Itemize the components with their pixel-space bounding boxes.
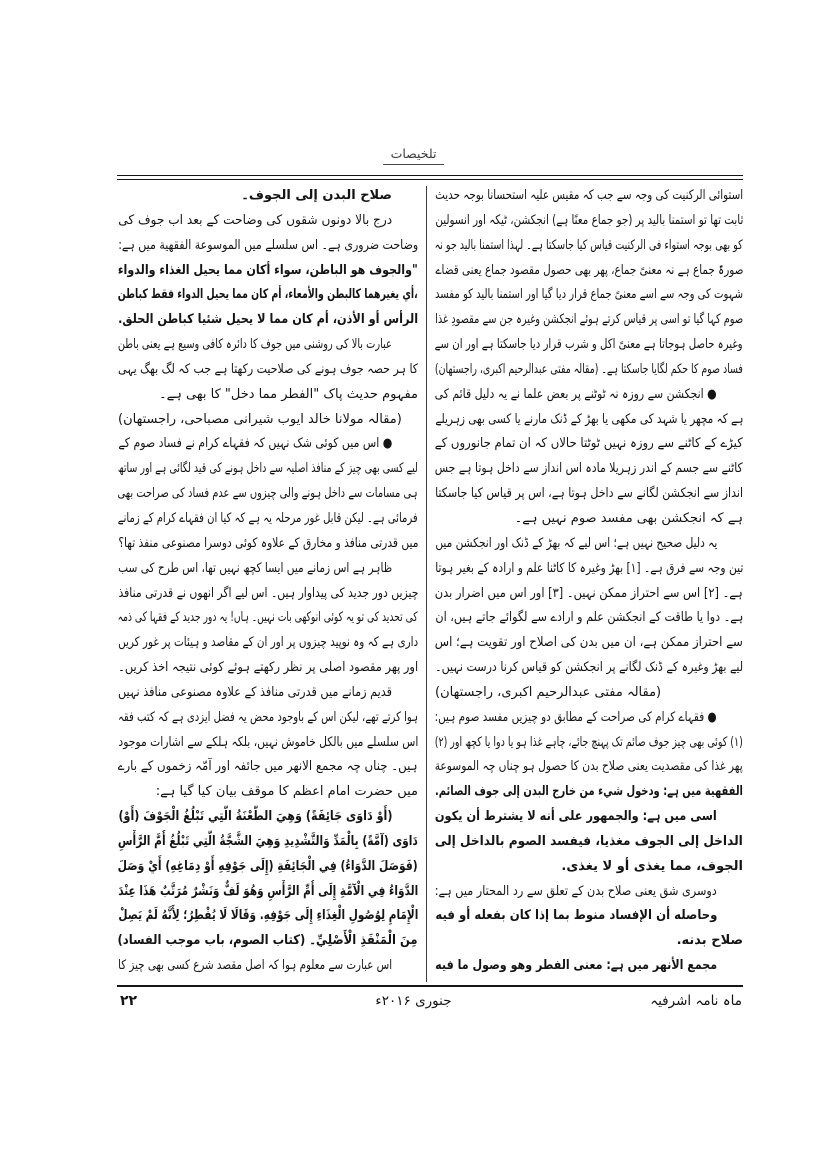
text-line-content: وضاحت ضروری ہے۔ اس سلسلے میں الموسوعة الفقهية میں ہے:: [118, 237, 418, 253]
text-line: [118, 557, 418, 582]
page-number: ۲۲: [120, 993, 138, 1009]
text-line: [435, 929, 743, 954]
text-line: [118, 656, 418, 681]
text-line-content: ● فقہاے کرام کی صراحت کے مطابق دو چیزیں مفسد صوم ہیں:: [435, 709, 717, 725]
text-line-content: کو بھی بوجہ استواء فی الرکنیت قیاس کیا جاسکتا ہے۔ لہذا استمنا بالید جو نہ: [435, 237, 743, 253]
text-line-content: مفہوم حدیث پاک "الفطر مما دخل" کا بھی ہے۔: [159, 386, 418, 402]
text-line-content: الفقهية میں ہے: ودخول شيء من خارج البدن إلى جوف الصائم.: [435, 784, 743, 800]
text-line-content: صلاح بدنه.: [676, 933, 743, 949]
text-line: [435, 209, 743, 234]
text-line: [118, 681, 418, 706]
text-line-content: ہیں۔ چناں چہ مجمع الانهر میں جائفہ اور آمّہ زخموں کے بارے: [118, 759, 418, 775]
text-line-content: سے احتراز ممکن ہے، ان میں بدن کی اصلاح اور تقویت ہے؛ اس: [435, 635, 743, 651]
text-line-content: قدیم زمانے میں قدرتی منافذ کے علاوہ مصنوعی منافذ نہیں: [118, 684, 392, 700]
text-line-content: شہوت کی وجہ سے اسے معنیً جماع قرار دیا گیا اور استمنا بالید کو مفسد: [435, 287, 743, 303]
text-line-content: مِنَ الْمَنْفَذِ الْأَصْلِيِّ۔ (كتاب الصوم، باب موجب الفساد): [118, 933, 418, 949]
text-line-content: انداز سے انجکشن لگانے سے داخل ہوتا ہے، اس پر قیاس کیا جاسکتا: [435, 486, 743, 502]
text-line-content: کیڑے کے کاٹنے سے روزہ نہیں ٹوٹتا حالاں کہ ان تمام جانوروں کے: [435, 436, 743, 452]
article-body: [117, 184, 743, 982]
text-line: [118, 308, 418, 333]
text-line: [118, 482, 418, 507]
text-line: [435, 880, 743, 905]
text-line: [118, 755, 418, 780]
text-line-content: دوسری شق یعنی صلاح بدن کے تعلق سے رد المحتار میں ہے:: [435, 883, 717, 899]
text-line-content: (مقالہ مولانا خالد ایوب شیرانی مصباحی، راجستھان): [118, 411, 402, 427]
text-line: [435, 582, 743, 607]
text-line-content: ہے کہ انجکشن بھی مفسد صوم نہیں ہے۔: [514, 510, 743, 526]
column-right: [435, 184, 743, 982]
text-line: [118, 358, 418, 383]
text-line-content: ہی مسامات سے داخل ہونے والی چیزوں سے عدم فساد کی صراحت بھی: [118, 486, 418, 502]
text-line: [435, 706, 743, 731]
text-line-content: میں حضرت امام اعظم کا موقف بیان کیا گیا ہے:: [155, 784, 418, 800]
text-line: [118, 929, 418, 954]
text-line-content: الْإِمَامِ لِوُصُولِ الْغِذَاءِ إِلَى جَوْفِهِ. وَقَالَا لَا يُفْطِرُ؛ لِأَنَّهُ لَمْ يَصِلْ: [118, 908, 418, 924]
text-line: [118, 283, 418, 308]
text-line: [118, 606, 418, 631]
text-line: [435, 805, 743, 830]
text-line-content: ظاہر ہے اس زمانے میں ایسا کچھ نہیں تھا، اس طرح کی سب: [118, 560, 392, 576]
text-line: [435, 333, 743, 358]
text-line: [435, 731, 743, 756]
text-line-content: صورۃً جماع ہے نہ معنیً جماع، پھر بھی حصول مقصود جماع یعنی قضاے: [435, 262, 743, 278]
text-line: [118, 706, 418, 731]
text-line: [435, 830, 743, 855]
text-line-content: ● اس میں کوئی شک نہیں کہ فقہاے کرام نے فساد صوم کے: [118, 436, 392, 452]
text-line-content: مجمع الأنهر میں ہے: معنى الفطر وهو وصول ما فيه: [435, 958, 717, 974]
text-line-content: اس سلسلے میں بالکل خاموش نہیں، بلکہ ہلکے سے اشارات موجود: [118, 734, 418, 750]
text-line-content: اسی میں ہے: والجمهور على أنه لا يشترط أن يكون: [435, 809, 717, 825]
text-line-content: (أَوْ دَاوَى جَائِفَةً) وَهِيَ الطَّعْنَةُ الَّتِي تَبْلُغُ الْجَوْفَ (أَوْ): [118, 809, 392, 825]
text-line-content: وحاصله أن الإفساد منوط بما إذا كان بفعله أو فيه: [435, 908, 717, 924]
text-line: [435, 954, 743, 979]
text-line-content: صلاح البدن إلى الجوف۔: [241, 188, 392, 203]
text-line: [118, 532, 418, 557]
text-line: [118, 880, 418, 905]
text-line: [435, 780, 743, 805]
text-line-content: کاٹنے سے جسم کے اندر زہریلا مادہ اس انداز سے داخل ہوتا ہے جس: [435, 461, 743, 477]
text-line-content: الداخل إلى الجوف مغذيا، فيفسد الصوم بالداخل إلى: [435, 833, 743, 849]
text-line-content: (۱) کوئی بھی چیز جوف صائم تک پہنچ جائے، چاہے غذا ہو یا دوا یا کچھ اور (۲): [435, 734, 743, 750]
text-line: [435, 482, 743, 507]
text-line-content: لیے بھڑ وغیرہ کے ڈنک لگانے پر انجکشن کو قیاس کرنا درست نہیں۔: [435, 660, 743, 676]
text-line-content: وغیرہ حاصل ہوجاتا ہے معنیً اکل و شرب قرار دیا جاسکتا ہے اور ان سے: [435, 337, 743, 353]
text-line-content: دَاوَى (آمَّةً) بِالْمَدِّ وَالتَّشْدِيدِ وَهِيَ الشَّجَّةُ الَّتِي تَبْلُغُ أُمَّ الرَّأْسِ: [118, 833, 418, 849]
text-line-content: پھر غذا کی مقصدیت یعنی صلاح بدن کا حصول ہو چناں چہ الموسوعة: [435, 759, 743, 775]
column-left: [118, 184, 418, 982]
footer-rule: [117, 985, 743, 987]
text-line-content: (مقالہ مفتی عبدالرحیم اکبری، راجستھان): [435, 684, 662, 700]
page-section-title: [0, 146, 827, 161]
text-line-content: ثابت تھا تو استمنا بالید پر (جو جماع معنًا ہے) انجکشن، ٹیکہ اور انسولین: [435, 212, 743, 228]
text-line: [435, 904, 743, 929]
text-line-content: فرمائی ہے۔ لیکن قابل غور مرحلہ یہ ہے کہ کیا ان فقہاے کرام کے زمانے: [118, 510, 418, 526]
text-line-content: چیزیں دور جدید کی پیداوار ہیں۔ اس لیے اگر انھوں نے قدرتی منافذ: [118, 585, 418, 601]
magazine-name: ماہ نامہ اشرفیہ: [650, 993, 742, 1009]
text-line-content: تین وجہ سے فرق ہے۔ [۱] بھڑ وغیرہ کا کاٹنا علم و ارادہ کے بغیر ہوتا: [435, 560, 743, 576]
text-line: [118, 954, 418, 979]
text-line: [435, 184, 743, 209]
text-line-content: استوائی الرکنیت کی وجہ سے جب کہ مقیس علیہ استحسانا بوجہ حدیث: [435, 188, 743, 203]
text-line: [435, 755, 743, 780]
text-line: [118, 432, 418, 457]
text-line: [435, 557, 743, 582]
text-line: [435, 283, 743, 308]
text-line-content: اور پھر مقصود اصلی پر نظر رکھتے ہوئے کوئی نتیجہ اخذ کریں۔: [118, 660, 418, 676]
text-line: [118, 780, 418, 805]
text-line-content: عبارت بالا کی روشنی میں جوف کا دائرہ کافی وسیع ہے یعنی باطن: [118, 337, 392, 353]
text-line-content: میں قدرتی منافذ و مخارق کے علاوہ کوئی دوسرا مصنوعی منفذ تھا؟: [118, 535, 418, 551]
text-line-content: یہ دلیل صحیح نہیں ہے؛ اس لیے کہ بھڑ کے ڈنک اور انجکشن میں: [435, 535, 717, 551]
text-line-content: اس عبارت سے معلوم ہوا کہ اصل مقصد شرع کسی بھی چیز کا: [118, 958, 392, 974]
text-line: [118, 383, 418, 408]
text-line: [435, 532, 743, 557]
text-line-content: درج بالا دونوں شقوں کی وضاحت کے بعد اب جوف کی: [118, 212, 392, 228]
text-line: [118, 209, 418, 234]
section-title-text: تلخیصات: [383, 146, 445, 165]
text-line: [435, 432, 743, 457]
text-line-content: ،أي يغيرهما كالبطن والأمعاء، أم كان مما يحيل الدواء فقط كباطن: [118, 287, 418, 303]
text-line-content: ہوا کرتے تھے، لیکن اس کے باوجود محض یہ فضل ایزدی ہے کہ کتب فقہ: [118, 709, 418, 725]
text-line: [118, 333, 418, 358]
text-line: [435, 457, 743, 482]
text-line-content: ہے کہ مچھر یا شہد کی مکھی یا بھڑ کے ڈنک مارنے یا کسی بھی زہریلے: [435, 411, 743, 427]
text-line: [435, 259, 743, 284]
text-line-content: فساد صوم کا حکم لگایا جاسکتا ہے۔ (مقالہ مفتی عبدالرحیم اکبری، راجستھان): [435, 361, 743, 377]
text-line-content: کا ہر حصہ جوف ہونے کی صلاحیت رکھتا ہے جب کہ لگ بھگ یہی: [118, 361, 418, 377]
text-line-content: ہے۔ دوا یا طاقت کے انجکشن علم و ارادے سے لگوائے جاتے ہیں، ان: [435, 610, 743, 626]
text-line: [118, 582, 418, 607]
text-line: [435, 507, 743, 532]
text-line: [435, 408, 743, 433]
text-line: [118, 507, 418, 532]
text-line: [435, 606, 743, 631]
header-rule: [117, 175, 743, 180]
text-line: [435, 855, 743, 880]
text-line-content: الدَّوَاءُ فِي الْآمَّةِ إِلَى أُمِّ الرَّأْسِ وَهُوَ لَفٌّ وَنَشْرٌ مُرَتَّبٌ هَذَا عِنْدَ: [118, 883, 418, 899]
issue-date: جنوری ۲۰۱۶ء: [375, 993, 452, 1009]
text-line: [118, 234, 418, 259]
text-line-content: کی تحدید کی تو یہ کوئی انوکھی بات نہیں۔ ہاں! یہ دور جدید کے فقہا کی ذمہ: [118, 610, 418, 626]
text-line: [435, 656, 743, 681]
text-line: [118, 904, 418, 929]
text-line: [435, 358, 743, 383]
text-line-content: (فَوَصَلَ الدَّوَاءُ) فِي الْجَائِفَةِ (إِلَى جَوْفِهِ أَوْ دِمَاغِهِ) أَيْ وَصَلَ: [118, 858, 418, 874]
text-line: [435, 681, 743, 706]
text-line-content: داری ہے کہ وہ نوپید چیزوں پر اور ان کے مقاصد و ہیئات پر غور کریں: [118, 635, 418, 651]
column-divider: [426, 186, 427, 982]
text-line-content: صوم کہا گیا تو اسی پر قیاس کرتے ہوئے انجکشن وغیرہ جن سے مقصودِ غذا: [435, 312, 743, 328]
text-line: [118, 457, 418, 482]
text-line: [118, 631, 418, 656]
text-line-content: الجوف، مما يغذى أو لا يغذى.: [561, 858, 743, 874]
text-line: [118, 805, 418, 830]
text-line: [435, 631, 743, 656]
text-line: [118, 855, 418, 880]
text-line: [118, 731, 418, 756]
text-line: [118, 408, 418, 433]
text-line: [118, 830, 418, 855]
text-line: [435, 383, 743, 408]
text-line-content: ● انجکشن سے روزہ نہ ٹوٹنے پر بعض علما نے یہ دلیل قائم کی: [435, 386, 717, 402]
text-line-content: ہے۔ [۲] اس سے احتراز ممکن نہیں۔ [۳] اور اس میں اضرار بدن: [435, 585, 743, 601]
text-line-content: الرأس أو الأذن، أم كان مما لا يحيل شئيا كباطن الحلق.: [118, 312, 418, 328]
text-line-content: لیے کسی بھی چیز کے منافذ اصلیہ سے داخل ہونے کی قید لگائی ہے اور ساتھ: [118, 461, 418, 477]
text-line-content: "والجوف هو الباطن، سواء أكان مما يحيل الغذاء والدواء: [118, 262, 418, 278]
text-line: [435, 308, 743, 333]
text-line: [118, 259, 418, 284]
text-line: [435, 234, 743, 259]
text-line: [118, 184, 418, 209]
